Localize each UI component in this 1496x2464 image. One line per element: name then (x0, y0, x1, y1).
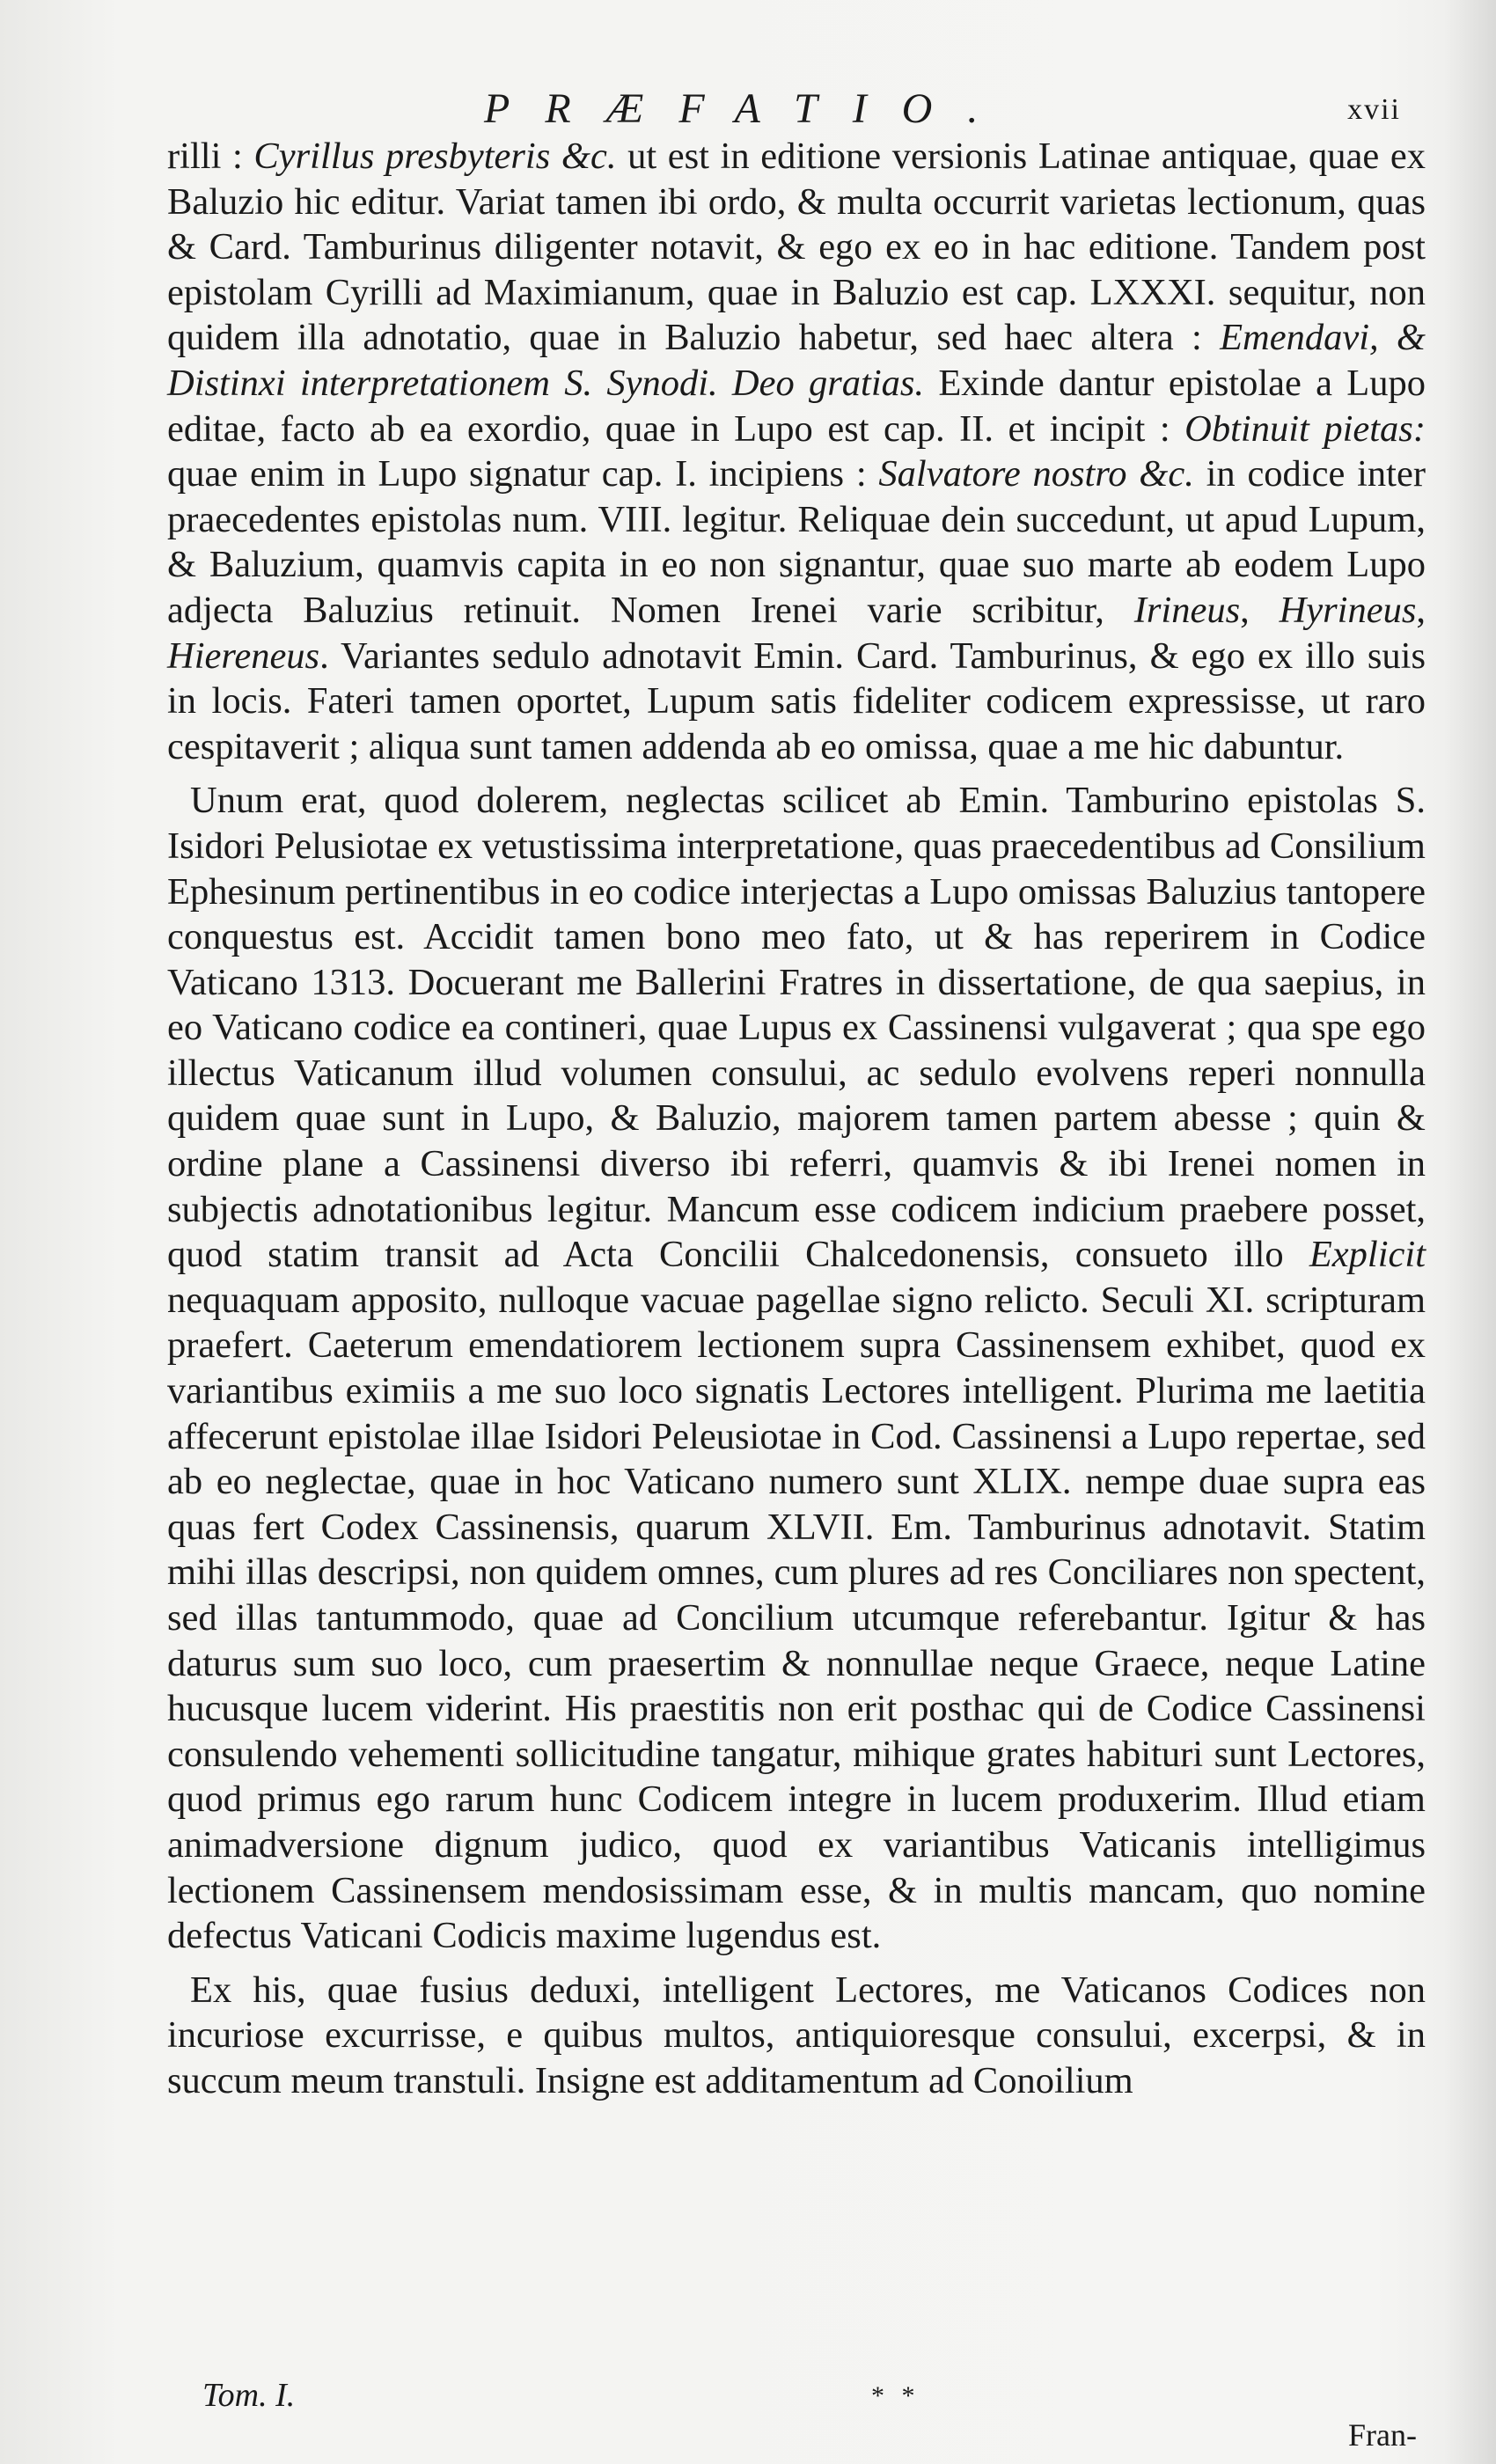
gutter-shadow (1443, 0, 1496, 2464)
text-run: Ex his, quae fusius deduxi, intelligent Lectores, me Vaticanos Codices non incuriose excurrisse, e quibus multos, antiquioresque consului, excerpsi, & in succum meum transtuli. Insigne est additamentum ad Conoilium (167, 1969, 1426, 2101)
text-run: , (1240, 589, 1280, 631)
italic-text: Cyrillus presbyteris &c. (253, 136, 617, 177)
text-run: in codice inter praecedentes epistolas num. VIII. legitur. Reliquae dein succedunt, ut apud Lupum, & Baluzium, quamvis capita in eo non signantur, quae suo marte ab eodem Lupo adjecta Baluzius retinuit. Nomen Irenei varie scribitur, (167, 453, 1426, 631)
page-footer (167, 2376, 1426, 2455)
running-head (132, 84, 1426, 137)
text-run: rilli : (167, 136, 254, 177)
italic-text: Obtinuit pietas: (1184, 407, 1426, 450)
italic-text: Salvatore nostro &c. (878, 453, 1194, 495)
body-text (167, 134, 1426, 2104)
volume-label: Tom. I. (202, 2377, 296, 2414)
text-run: Exinde dantur epistolae a Lupo editae, facto ab ea exordio, quae in Lupo est cap. II. et incipit : (167, 362, 1426, 450)
catchword: Fran- (1348, 2417, 1417, 2453)
italic-text: Irineus (1133, 589, 1241, 631)
paragraph-3 (167, 1968, 1426, 2104)
paragraph-1 (167, 134, 1426, 769)
italic-text: Hyrineus (1279, 589, 1417, 631)
italic-text: Emendavi, & Distinxi interpretationem S. Synodi. Deo gratias. (167, 317, 1426, 404)
text-run: quae enim in Lupo signatur cap. I. incipiens : (167, 453, 879, 495)
italic-text: Explicit (1309, 1234, 1426, 1276)
text-run: nequaquam apposito, nulloque vacuae pagellae signo relicto. Seculi XI. scripturam praefert. Caeterum emendatiorem lectionem supra Cassinensem exhibet, quod ex variantibus eximiis a me suo loco signatis Lectores intelligent. Plurima me laetitia affecerunt epistolae illae Isidori Peleusiotae in Cod. Cassinensi a Lupo repertae, sed ab eo neglectae, quae in hoc Vaticano numero sunt XLIX. nempe duae supra eas quas fert Codex Cassinensis, quarum XLVII. Em. Tamburinus adnotavit. Statim mihi illas descripsi, non quidem omnes, cum plures ad res Conciliares non spectent, sed illas tantummodo, quae ad Concilium utcumque referebantur. Igitur & has daturus sum suo loco, cum praesertim & nonnullae neque Graece, neque Latine hucusque lucem viderint. His praestitis non erit posthac qui de Codice Cassinensi consulendo vehementi sollicitudine tangatur, mihique grates habituri sunt Lectores, quod primus ego rarum hunc Codicem integre in lucem produxerim. Illud etiam animadversione dignum judico, quod ex variantibus Vaticanis intelligimus lectionem Cassinensem mendosissimam esse, & in multis mancam, quo nomine defectus Vaticani Codicis maxime lugendus est. (167, 1279, 1426, 1957)
text-run: Unum erat, quod dolerem, neglectas scilicet ab Emin. Tamburino epistolas S. Isidori Pelusiotae ex vetustissima interpretatione, quas praecedentibus ad Consilium Ephesinum pertinentibus in eo codice interjectas a Lupo omissas Baluzius tantopere conquestus est. Accidit tamen bono meo fato, ut & has reperirem in Codice Vaticano 1313. Docuerant me Ballerini Fratres in dissertatione, de qua saepius, in eo Vaticano codice ea contineri, quae Lupus ex Cassinensi vulgaverat ; qua spe ego illectus Vaticanum illud volumen consului, ac sedulo evolvens reperi nonnulla quidem quae sunt in Lupo, & Baluzio, majorem tamen partem abesse ; quin & ordine plane a Cassinensi diverso ibi referri, quamvis & ibi Irenei nomen in subjectis adnotationibus legitur. Mancum esse codicem indicium praebere posset, quod statim transit ad Acta Concilii Chalcedonensis, consueto illo (167, 780, 1426, 1276)
paragraph-2 (167, 778, 1426, 1958)
page-number: xvii (1347, 93, 1401, 126)
text-run: . Variantes sedulo adnotavit Emin. Card. Tamburinus, & ego ex illo suis in locis. Fateri tamen oportet, Lupum satis fideliter codicem expressisse, ut raro cespitaverit ; aliqua sunt tamen addenda ab eo omissa, quae a me hic dabuntur. (167, 634, 1426, 767)
italic-text: Hiereneus (167, 634, 320, 677)
text-run: ut est in editione versionis Latinae antiquae, quae ex Baluzio hic editur. Variat tamen ibi ordo, & multa occurrit varietas lectionum, quas & Card. Tamburinus diligenter notavit, & ego ex eo in hac editione. Tandem post epistolam Cyrilli ad Maximianum, quae in Baluzio est cap. LXXXI. sequitur, non quidem illa adnotatio, quae in Baluzio habetur, sed haec altera : (167, 136, 1426, 359)
running-title: PRÆFATIO. (484, 85, 1014, 132)
text-run: , (1416, 589, 1426, 631)
signature-mark: * * (871, 2381, 920, 2410)
